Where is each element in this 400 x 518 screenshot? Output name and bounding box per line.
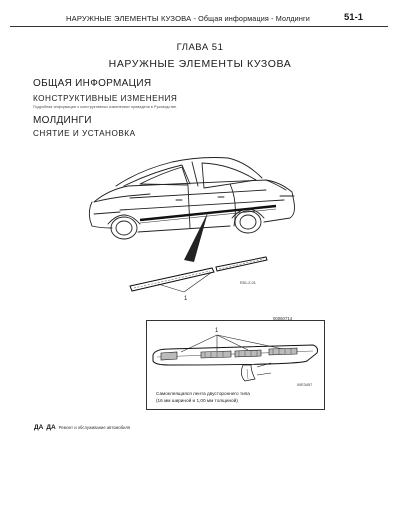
- tape-caption-line-2: (16 мм шириной и 1,00 мм толщиной): [156, 398, 238, 403]
- car-outline: [89, 158, 294, 240]
- part-callout-number: 1: [184, 296, 188, 302]
- chapter-label: ГЛАВА 51: [176, 42, 224, 53]
- running-header-title: НАРУЖНЫЕ ЭЛЕМЕНТЫ КУЗОВА: [66, 14, 192, 23]
- peeled-tape-backing: [241, 365, 255, 381]
- running-header-subtitle: - Общая информация - Молдинги: [191, 14, 310, 23]
- molding-tape-detail-illustration: [147, 321, 324, 391]
- detail-figure-code: 00E3457: [297, 383, 313, 387]
- car-figure-small-code: R51-2-01: [240, 281, 256, 285]
- design-changes-note: Подробная информация о конструктивных изменениях приведена в Руководстве.: [33, 105, 178, 109]
- section-heading-moldings: МОЛДИНГИ: [33, 115, 92, 126]
- footer-brand-left: ДА: [34, 424, 44, 431]
- subsection-heading-removal-installation: СНЯТИЕ И УСТАНОВКА: [33, 129, 136, 138]
- chapter-title: НАРУЖНЫЕ ЭЛЕМЕНТЫ КУЗОВА: [108, 58, 292, 70]
- footer: [34, 424, 130, 431]
- running-header: [66, 14, 310, 23]
- header-rule: [10, 26, 388, 27]
- leader-arrow: [184, 212, 208, 262]
- car-molding-illustration: [80, 140, 320, 320]
- subsection-heading-design-changes: КОНСТРУКТИВНЫЕ ИЗМЕНЕНИЯ: [33, 94, 178, 103]
- detail-part-callout-number: 1: [215, 328, 219, 334]
- section-heading-general-info: ОБЩАЯ ИНФОРМАЦИЯ: [33, 78, 152, 89]
- figure-code: 00060714: [273, 316, 293, 321]
- detail-inset-box: [146, 320, 325, 410]
- tape-caption-line-1: Самоклеящаяся лента двустороннего типа: [156, 391, 250, 396]
- footer-text: Ремонт и обслуживание автомобиля: [58, 425, 131, 430]
- page-number: 51-1: [344, 12, 364, 23]
- footer-brand-right: ДА: [46, 424, 56, 431]
- removed-molding-parts: [130, 257, 267, 291]
